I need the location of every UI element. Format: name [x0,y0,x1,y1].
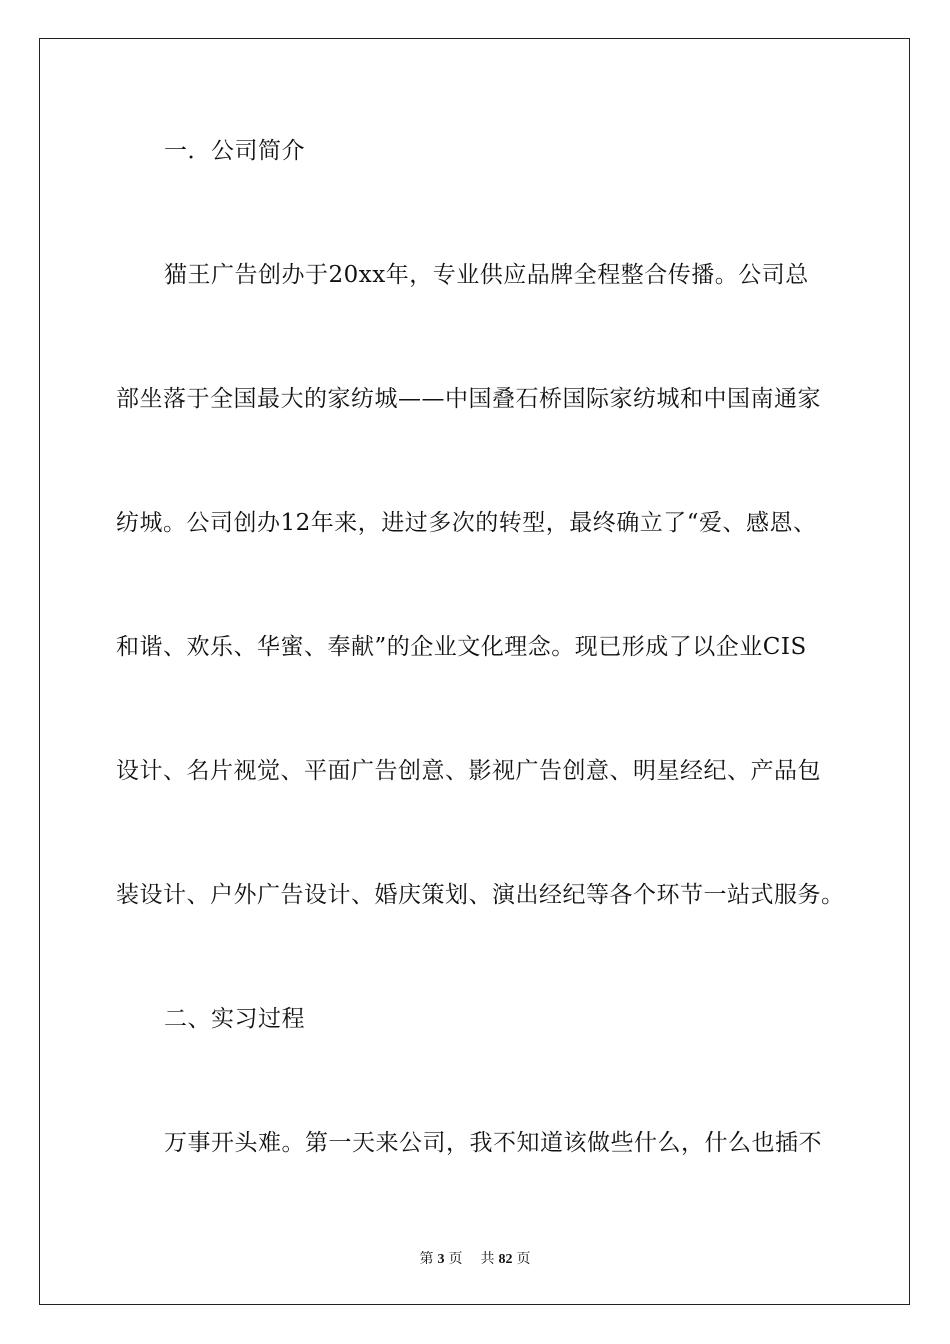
footer-page-prefix: 第 [419,1252,434,1267]
footer-total-prefix: 共 [480,1252,495,1267]
paragraph-line: 部坐落于全国最大的家纺城——中国叠石桥国际家纺城和中国南通家 [116,386,821,412]
footer-page-suffix: 页 [448,1252,463,1267]
footer-total-pages: 82 [498,1252,513,1267]
page-footer [0,1248,950,1268]
paragraph-line: 设计、名片视觉、平面广告创意、影视广告创意、明星经纪、产品包 [116,758,821,784]
paragraph-line: 纺城。公司创办12年来，进过多次的转型，最终确立了“爱、感恩、 [116,510,817,536]
footer-page-number: 3 [437,1252,445,1267]
page-border [39,38,910,1305]
paragraph-line: 猫王广告创办于20xx年，专业供应品牌全程整合传播。公司总 [164,262,809,288]
paragraph-line: 装设计、户外广告设计、婚庆策划、演出经纪等各个环节一站式服务。 [116,882,845,908]
section-heading-company-intro: 一．公司简介 [164,138,305,164]
footer-total-suffix: 页 [516,1252,531,1267]
paragraph-line: 和谐、欢乐、华蜜、奉献”的企业文化理念。现已形成了以企业CIS [116,634,807,660]
section-heading-internship-process: 二、实习过程 [164,1006,305,1032]
paragraph-line: 万事开头难。第一天来公司，我不知道该做些什么，什么也插不 [164,1130,822,1156]
